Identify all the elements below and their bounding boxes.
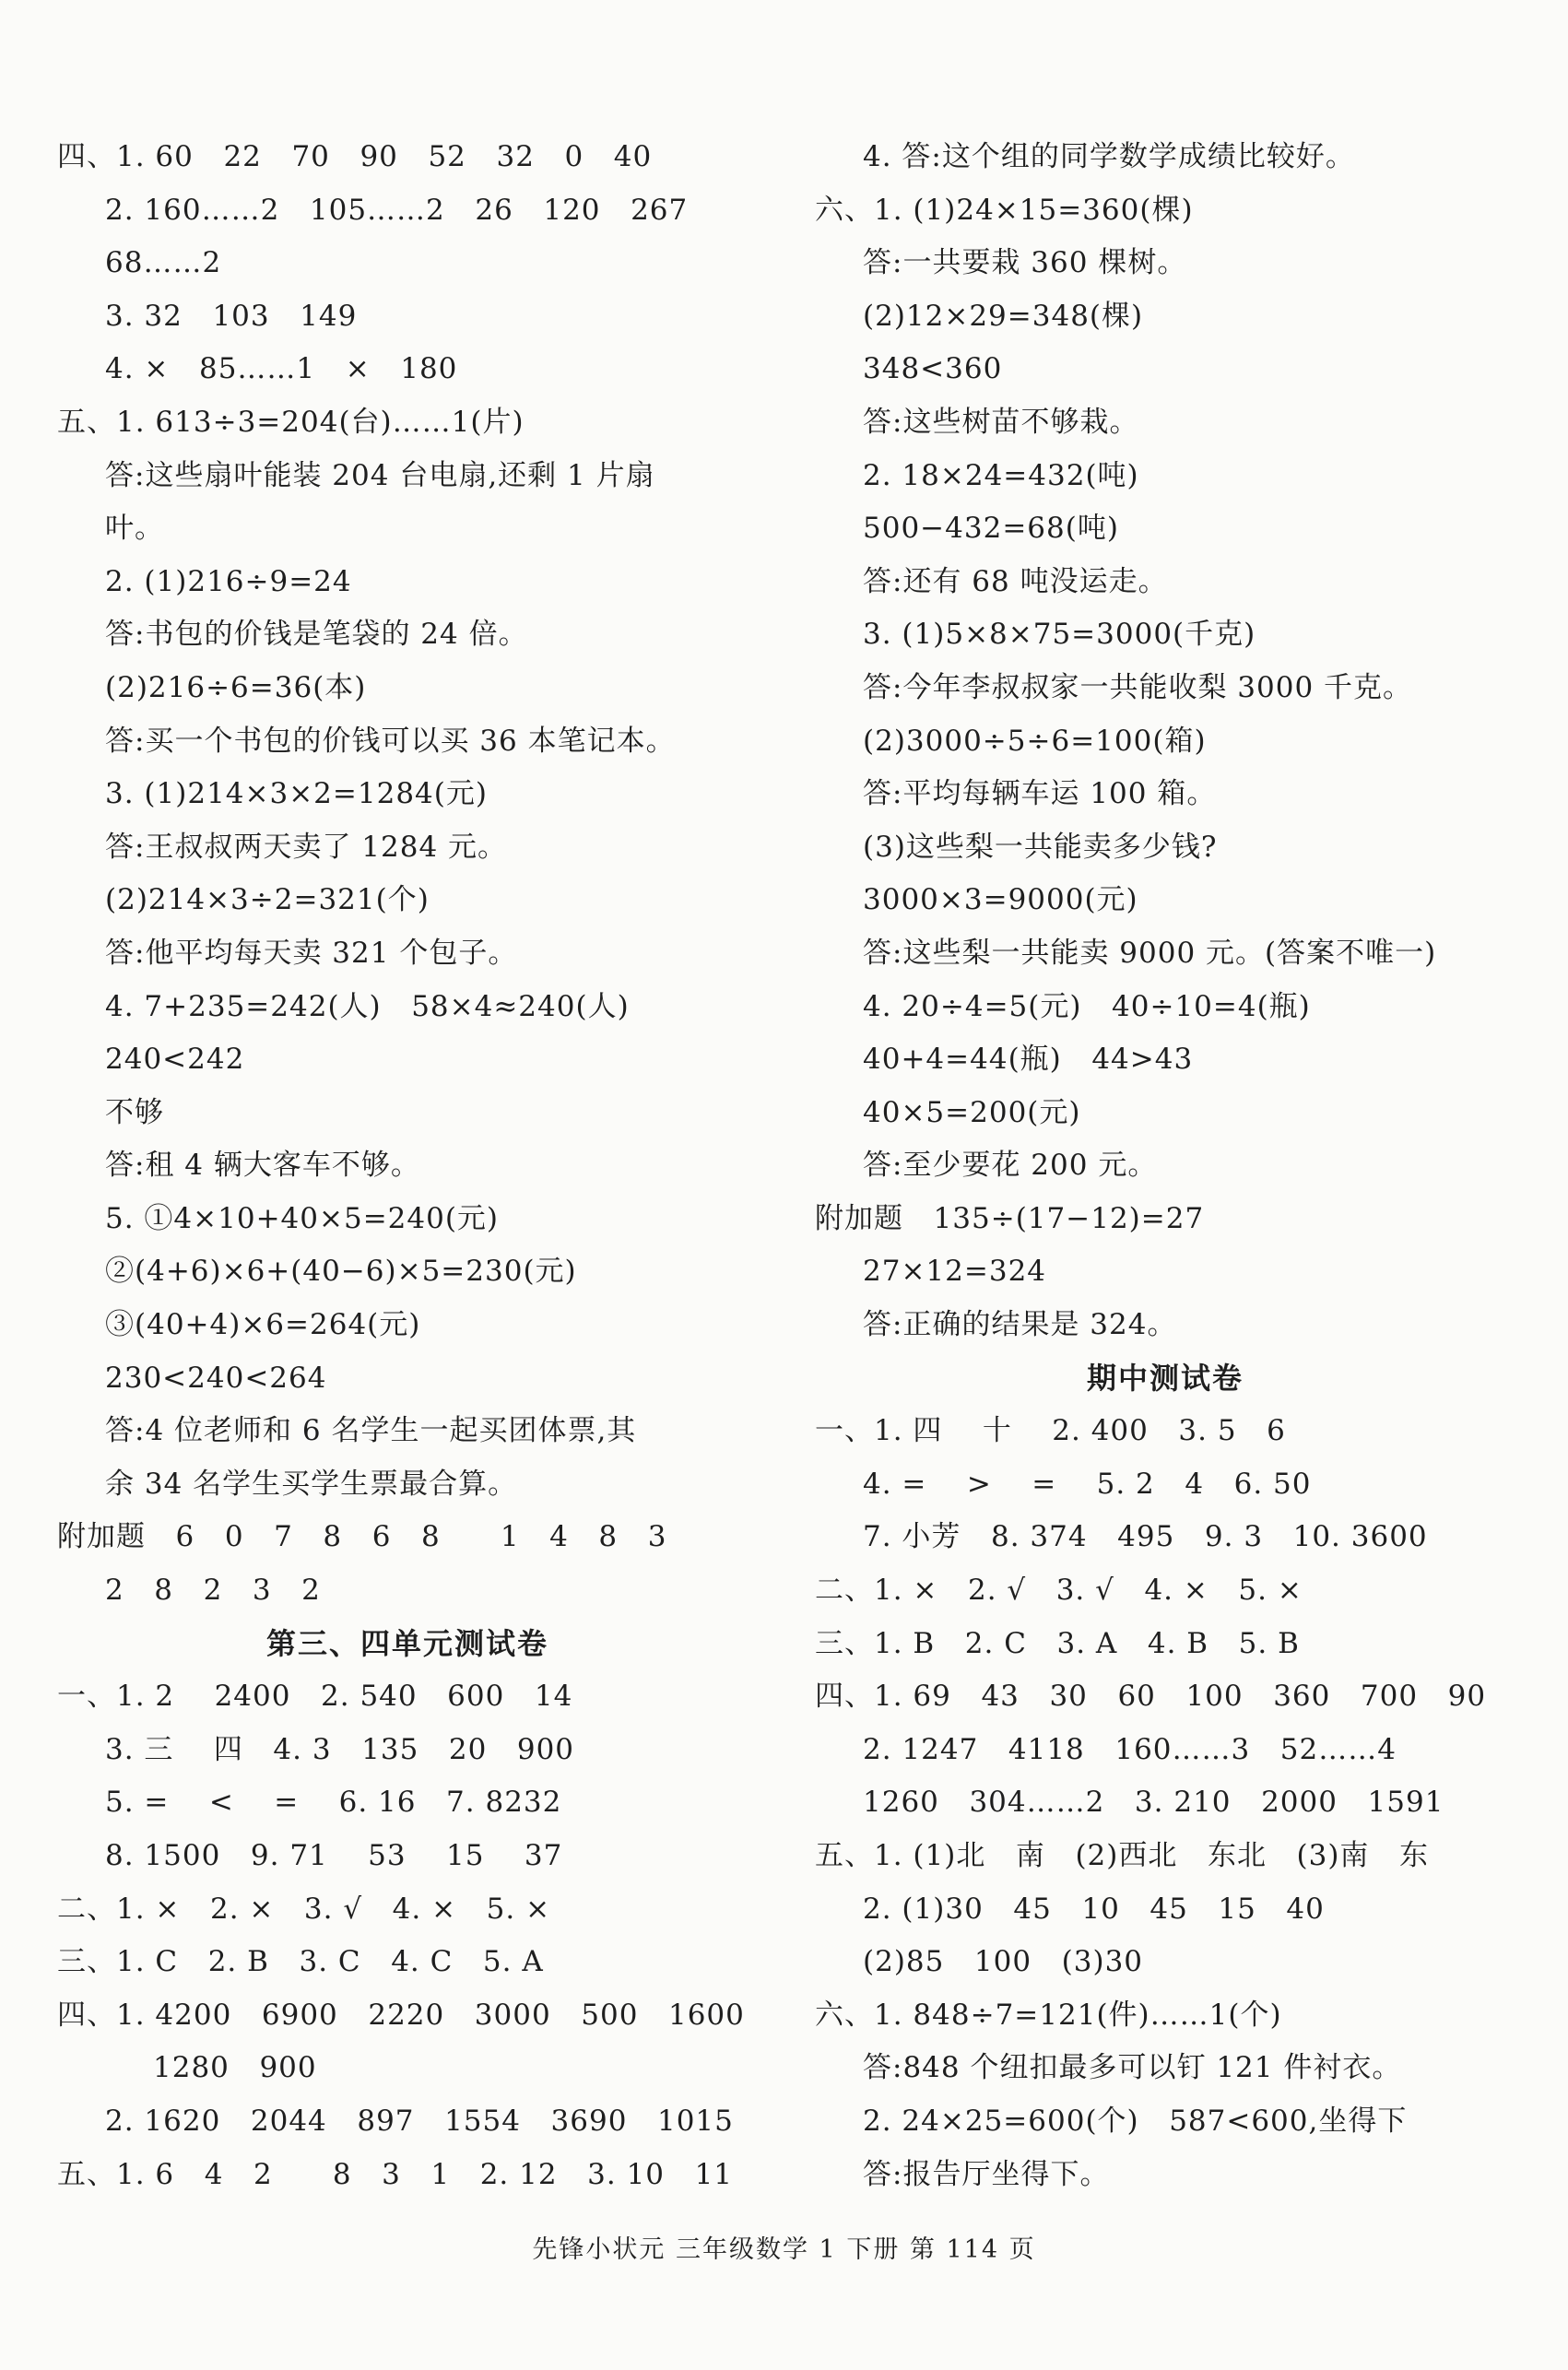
right-column xyxy=(815,131,1515,2201)
left-answer-line: 8. 1500 9. 71 53 15 37 xyxy=(105,1839,563,1872)
page-footer: 先锋小状元 三年级数学 1 下册 第 114 页 xyxy=(532,2235,1036,2264)
right-answer-line: 1260 304……2 3. 210 2000 1591 xyxy=(863,1786,1444,1820)
left-answer-line: 5. ①4×10+40×5=240(元) xyxy=(105,1201,500,1235)
right-answer-line: 答:至少要花 200 元。 xyxy=(863,1149,1158,1183)
left-answer-line: 4. 7+235=242(人) 58×4≈240(人) xyxy=(105,989,630,1023)
left-answer-line: 230<240<264 xyxy=(105,1361,327,1395)
left-answer-line: 4. × 85……1 × 180 xyxy=(105,352,458,386)
left-answer-line: 四、1. 4200 6900 2220 3000 500 1600 xyxy=(57,1998,745,2032)
left-answer-line: 不够 xyxy=(105,1095,164,1129)
left-answer-line: 五、1. 613÷3=204(台)……1(片) xyxy=(57,405,525,439)
left-answer-line: 240<242 xyxy=(105,1043,245,1077)
right-answer-line: 五、1. (1)北 南 (2)西北 东北 (3)南 东 xyxy=(815,1839,1429,1872)
right-answer-line: 2. 24×25=600(个) 587<600,坐得下 xyxy=(863,2104,1408,2138)
left-answer-line: 5. = < = 6. 16 7. 8232 xyxy=(105,1786,562,1820)
left-answer-line: 答:这些扇叶能装 204 台电扇,还剩 1 片扇 xyxy=(105,458,655,492)
right-section-heading: 期中测试卷 xyxy=(1086,1360,1244,1396)
right-answer-line: 2. 18×24=432(吨) xyxy=(863,458,1139,492)
right-answer-line: 六、1. 848÷7=121(件)……1(个) xyxy=(815,1998,1282,2032)
left-answer-line: 五、1. 6 4 2 8 3 1 2. 12 3. 10 11 xyxy=(57,2157,734,2191)
right-answer-line: 40+4=44(瓶) 44>43 xyxy=(863,1043,1194,1077)
right-answer-line: (2)3000÷5÷6=100(箱) xyxy=(863,724,1207,758)
left-answer-line: 2. (1)216÷9=24 xyxy=(105,564,352,598)
right-answer-line: 2. (1)30 45 10 45 15 40 xyxy=(863,1892,1325,1926)
left-answer-line: (2)214×3÷2=321(个) xyxy=(105,883,430,917)
left-answer-line: 答:租 4 辆大客车不够。 xyxy=(105,1149,420,1183)
right-answer-line: 27×12=324 xyxy=(863,1255,1047,1289)
left-answer-line: 3. (1)214×3×2=1284(元) xyxy=(105,777,488,811)
right-answer-line: 二、1. × 2. √ 3. √ 4. × 5. × xyxy=(815,1574,1303,1608)
left-answer-line: 三、1. C 2. B 3. C 4. C 5. A xyxy=(57,1945,544,1979)
left-answer-line: 答:他平均每天卖 321 个包子。 xyxy=(105,936,518,970)
right-answer-line: 答:848 个纽扣最多可以钉 121 件衬衣。 xyxy=(863,2051,1402,2085)
left-answer-line: 2 8 2 3 2 xyxy=(105,1574,321,1608)
right-answer-line: 答:今年李叔叔家一共能收梨 3000 千克。 xyxy=(863,670,1413,704)
right-answer-line: 附加题 135÷(17−12)=27 xyxy=(815,1201,1205,1235)
left-section-heading: 第三、四单元测试卷 xyxy=(265,1625,548,1661)
right-answer-line: 4. 答:这个组的同学数学成绩比较好。 xyxy=(863,140,1355,173)
right-answer-line: 答:报告厅坐得下。 xyxy=(863,2157,1110,2191)
left-answer-line: 3. 三 四 4. 3 135 20 900 xyxy=(105,1732,575,1766)
right-answer-line: 六、1. (1)24×15=360(棵) xyxy=(815,193,1194,227)
right-answer-line: 40×5=200(元) xyxy=(863,1095,1081,1129)
left-answer-line: 二、1. × 2. × 3. √ 4. × 5. × xyxy=(57,1892,551,1926)
left-column xyxy=(57,131,758,2201)
left-answer-line: 68……2 xyxy=(105,246,222,280)
right-answer-line: 7. 小芳 8. 374 495 9. 3 10. 3600 xyxy=(863,1520,1428,1554)
left-answer-line: (2)216÷6=36(本) xyxy=(105,670,367,704)
left-answer-line: ③(40+4)×6=264(元) xyxy=(105,1308,421,1342)
right-answer-line: 2. 1247 4118 160……3 52……4 xyxy=(863,1732,1397,1766)
right-answer-line: 三、1. B 2. C 3. A 4. B 5. B xyxy=(815,1626,1300,1660)
left-answer-line: 答:书包的价钱是笔袋的 24 倍。 xyxy=(105,618,528,652)
left-answer-line: 一、1. 2 2400 2. 540 600 14 xyxy=(57,1680,573,1714)
right-answer-line: 4. 20÷4=5(元) 40÷10=4(瓶) xyxy=(863,989,1311,1023)
right-answer-line: 四、1. 69 43 30 60 100 360 700 90 xyxy=(815,1680,1487,1714)
right-answer-line: 348<360 xyxy=(863,352,1003,386)
left-answer-line: 附加题 6 0 7 8 6 8 1 4 8 3 xyxy=(57,1520,667,1554)
right-answer-line: 答:平均每辆车运 100 箱。 xyxy=(863,777,1217,811)
left-answer-line: 答:买一个书包的价钱可以买 36 本笔记本。 xyxy=(105,724,676,758)
left-answer-line: 3. 32 103 149 xyxy=(105,299,358,333)
right-answer-line: 答:这些梨一共能卖 9000 元。(答案不唯一) xyxy=(863,936,1437,970)
right-answer-line: 3. (1)5×8×75=3000(千克) xyxy=(863,618,1256,652)
right-answer-line: (3)这些梨一共能卖多少钱? xyxy=(863,830,1218,864)
left-answer-line: 答:4 位老师和 6 名学生一起买团体票,其 xyxy=(105,1414,637,1448)
left-answer-line: 答:王叔叔两天卖了 1284 元。 xyxy=(105,830,508,864)
left-answer-line: ②(4+6)×6+(40−6)×5=230(元) xyxy=(105,1255,577,1289)
right-answer-line: 500−432=68(吨) xyxy=(863,512,1119,546)
right-answer-line: (2)12×29=348(棵) xyxy=(863,299,1144,333)
left-answer-line: 余 34 名学生买学生票最合算。 xyxy=(105,1467,518,1501)
right-answer-line: 3000×3=9000(元) xyxy=(863,883,1138,917)
left-answer-line: 2. 1620 2044 897 1554 3690 1015 xyxy=(105,2104,734,2138)
right-answer-line: 答:一共要栽 360 棵树。 xyxy=(863,246,1187,280)
right-answer-line: 一、1. 四 十 2. 400 3. 5 6 xyxy=(815,1414,1286,1448)
left-answer-line: 1280 900 xyxy=(153,2051,317,2085)
right-answer-line: 答:还有 68 吨没运走。 xyxy=(863,564,1168,598)
left-answer-line: 2. 160……2 105……2 26 120 267 xyxy=(105,193,689,227)
right-answer-line: 答:这些树苗不够栽。 xyxy=(863,405,1139,439)
left-answer-line: 四、1. 60 22 70 90 52 32 0 40 xyxy=(57,140,653,173)
right-answer-line: (2)85 100 (3)30 xyxy=(863,1945,1144,1979)
left-answer-line: 叶。 xyxy=(105,512,164,546)
right-answer-line: 4. = > = 5. 2 4 6. 50 xyxy=(863,1467,1312,1501)
right-answer-line: 答:正确的结果是 324。 xyxy=(863,1308,1177,1342)
